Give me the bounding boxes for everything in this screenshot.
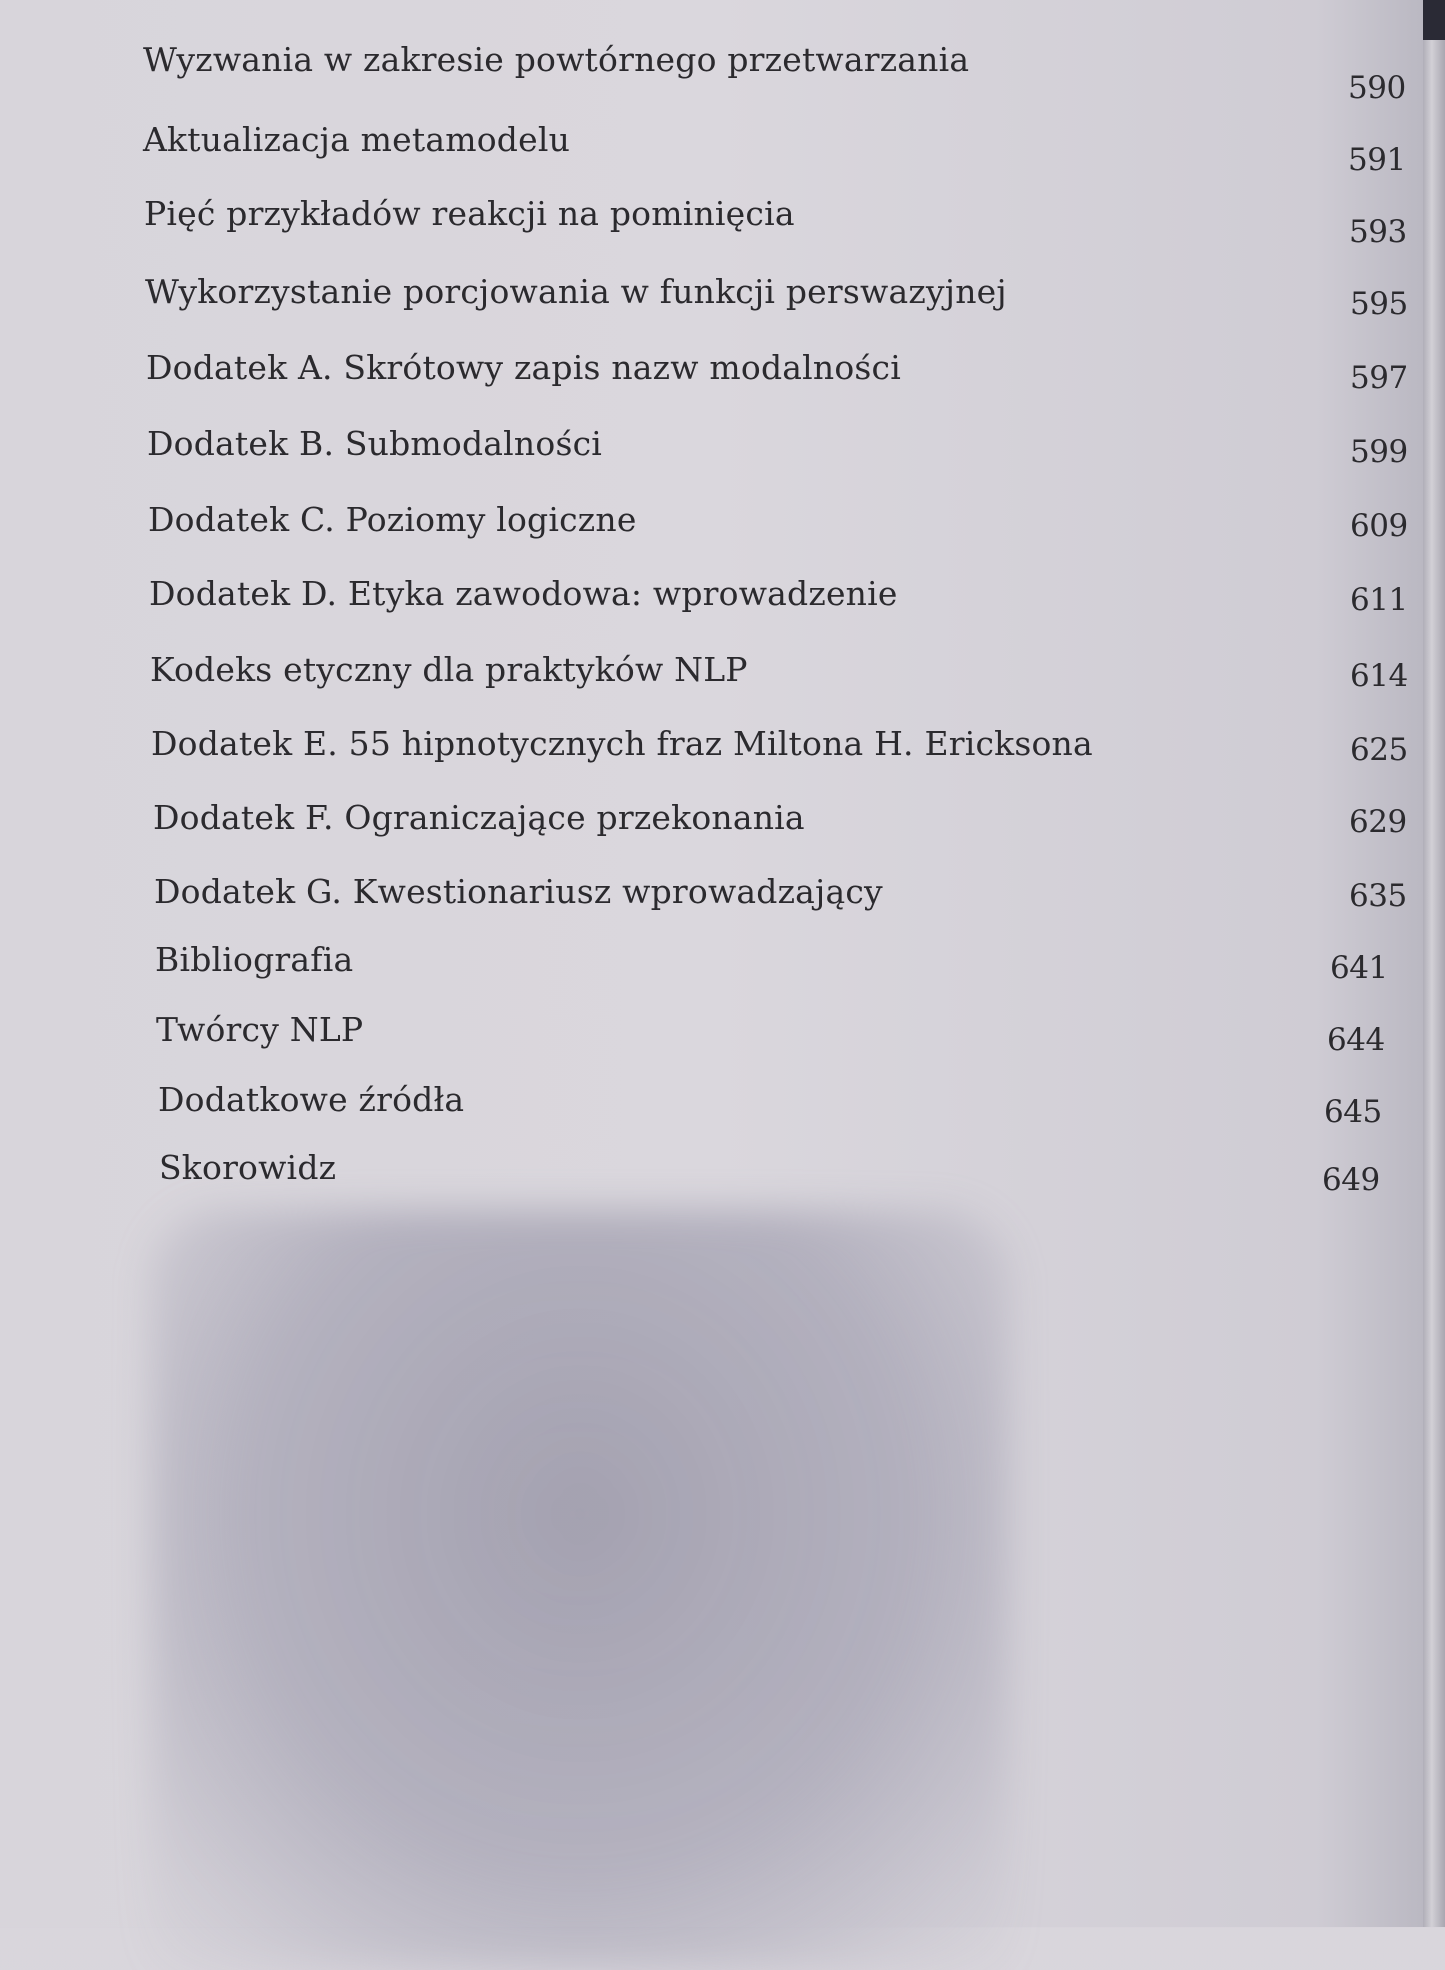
toc-entry-page: 595 xyxy=(1350,286,1408,322)
toc-entry-title: Dodatek D. Etyka zawodowa: wprowadzenie xyxy=(149,574,898,613)
toc-entry xyxy=(0,1076,1445,1130)
toc-entry-title: Dodatek A. Skrótowy zapis nazw modalności xyxy=(146,348,901,387)
toc-entry-page: 590 xyxy=(1348,70,1406,106)
toc-entry xyxy=(0,118,1445,178)
toc-entry-title: Kodeks etyczny dla praktyków NLP xyxy=(150,650,748,689)
toc-entry-title: Aktualizacja metamodelu xyxy=(143,120,571,159)
toc-entry-title: Dodatek G. Kwestionariusz wprowadzający xyxy=(154,872,883,911)
toc-entry-page: 644 xyxy=(1327,1022,1385,1058)
toc-entry-page: 597 xyxy=(1350,360,1408,396)
toc-entry xyxy=(0,270,1445,322)
toc-entry xyxy=(0,936,1445,984)
toc-entry xyxy=(0,192,1445,250)
toc-entry-page: 593 xyxy=(1349,214,1407,250)
toc-entry xyxy=(0,572,1445,620)
toc-entry xyxy=(0,1144,1445,1198)
toc-entry-page: 591 xyxy=(1348,142,1406,178)
toc-entry-title: Bibliografia xyxy=(155,940,354,979)
toc-entry xyxy=(0,794,1445,842)
toc-entry-page: 611 xyxy=(1350,582,1408,618)
toc-entry-page: 609 xyxy=(1350,508,1408,544)
toc-entry-page: 635 xyxy=(1349,878,1407,914)
toc-entry xyxy=(0,420,1445,468)
toc-entry xyxy=(0,1006,1445,1058)
toc-entry xyxy=(0,496,1445,544)
toc-entry xyxy=(0,720,1445,768)
toc-entry-title: Dodatkowe źródła xyxy=(158,1080,465,1119)
toc-entry-page: 645 xyxy=(1324,1094,1382,1130)
toc-entry-page: 649 xyxy=(1322,1162,1380,1198)
toc-entry xyxy=(0,36,1445,106)
toc-entry-title: Wykorzystanie porcjowania w funkcji perswazyjnej xyxy=(145,272,1007,311)
toc-entry-title: Pięć przykładów reakcji na pominięcia xyxy=(144,194,795,233)
toc-entry-page: 614 xyxy=(1350,658,1408,694)
toc-entry-title: Dodatek B. Submodalności xyxy=(147,424,603,463)
toc-entry-title: Wyzwania w zakresie powtórnego przetwarzania xyxy=(143,40,970,79)
toc-entry-title: Skorowidz xyxy=(159,1148,337,1187)
toc-entry xyxy=(0,646,1445,694)
toc-entry-title: Dodatek C. Poziomy logiczne xyxy=(148,500,637,539)
toc-entry-page: 625 xyxy=(1350,732,1408,768)
toc-entry-page: 641 xyxy=(1330,950,1388,986)
toc-entry xyxy=(0,346,1445,394)
toc-entry-page: 629 xyxy=(1349,804,1407,840)
toc-entry-page: 599 xyxy=(1350,434,1408,470)
toc-entry-title: Dodatek F. Ograniczające przekonania xyxy=(153,798,805,837)
toc-entry-title: Dodatek E. 55 hipnotycznych fraz Miltona H. Ericksona xyxy=(151,724,1093,763)
toc-entry-title: Twórcy NLP xyxy=(156,1010,364,1049)
toc-entry xyxy=(0,868,1445,916)
